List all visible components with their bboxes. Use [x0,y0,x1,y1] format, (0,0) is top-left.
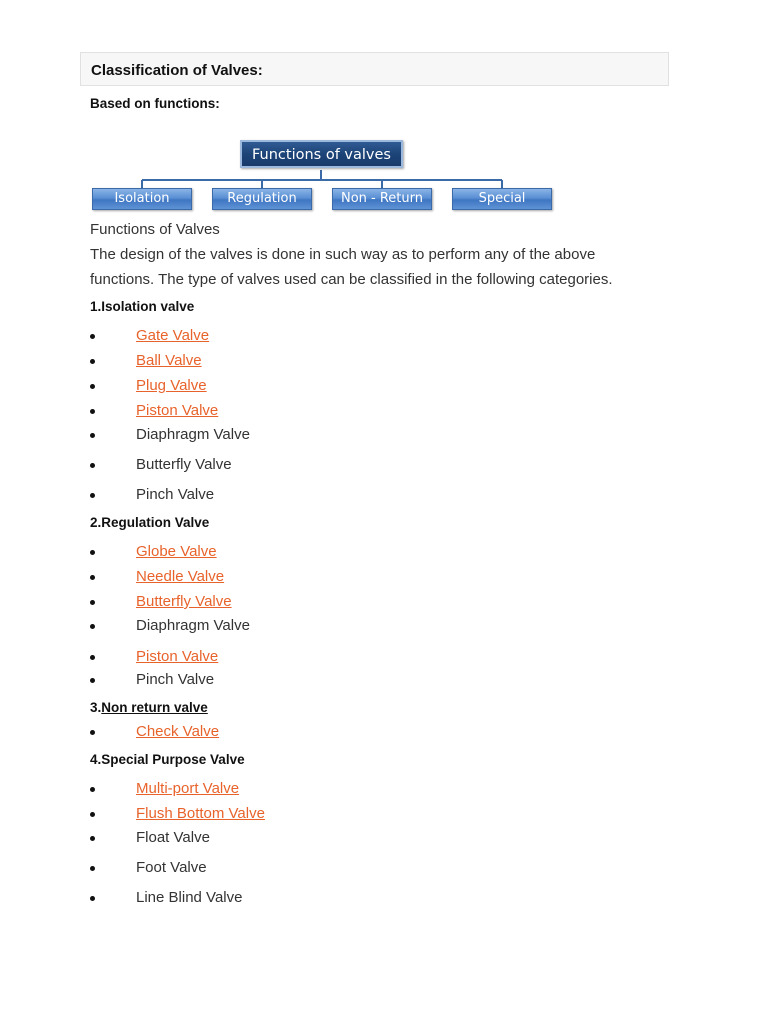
intro-paragraph-line-2: functions. The type of valves used can be classified in the following categories. [90,271,613,288]
bullet-icon [90,600,95,605]
list-item [90,542,490,564]
bullet-icon [90,433,95,438]
non-return-heading-text: Non return valve [101,700,208,715]
piston-valve-link[interactable]: Piston Valve [136,402,219,419]
non-return-heading [90,700,208,715]
list-item [90,592,490,614]
functions-diagram [88,136,558,214]
diagram-caption: Functions of Valves [90,221,220,238]
intro-paragraph-line-1: The design of the valves is done in such way as to perform any of the above [90,246,596,263]
bullet-icon [90,866,95,871]
bullet-icon [90,550,95,555]
butterfly-valve-text: Butterfly Valve [136,456,232,473]
bullet-icon [90,655,95,660]
regulation-heading: 2.Regulation Valve [90,515,210,530]
bullet-icon [90,493,95,498]
bullet-icon [90,812,95,817]
float-valve-text: Float Valve [136,829,210,846]
bullet-icon [90,409,95,414]
multi-port-valve-link[interactable]: Multi-port Valve [136,780,240,797]
list-item [90,670,490,692]
list-item [90,804,490,826]
gate-valve-link[interactable]: Gate Valve [136,327,210,344]
pinch-valve-text: Pinch Valve [136,486,215,503]
list-item [90,425,490,447]
list-item [90,351,490,373]
flush-bottom-valve-link[interactable]: Flush Bottom Valve [136,805,265,822]
list-item [90,722,490,744]
bullet-icon [90,787,95,792]
list-item [90,858,490,880]
list-item [90,455,490,477]
diaphragm-valve-text: Diaphragm Valve [136,617,250,634]
foot-valve-text: Foot Valve [136,859,207,876]
diagram-box-isolation: Isolation [92,188,192,210]
isolation-heading: 1.Isolation valve [90,299,195,314]
bullet-icon [90,384,95,389]
needle-valve-link[interactable]: Needle Valve [136,568,225,585]
bullet-icon [90,624,95,629]
list-item [90,485,490,507]
title-box [80,52,669,86]
diagram-box-non-return: Non - Return [332,188,432,210]
non-return-heading-number: 3. [90,700,102,715]
plug-valve-link[interactable]: Plug Valve [136,377,207,394]
list-item [90,828,490,850]
bullet-icon [90,836,95,841]
diagram-box-regulation: Regulation [212,188,312,210]
diagram-root-box: Functions of valves [240,140,403,168]
page-title: Classification of Valves: [91,62,263,79]
bullet-icon [90,359,95,364]
list-item [90,376,490,398]
line-blind-valve-text: Line Blind Valve [136,889,243,906]
ball-valve-link[interactable]: Ball Valve [136,352,202,369]
diaphragm-valve-text: Diaphragm Valve [136,426,250,443]
special-purpose-heading: 4.Special Purpose Valve [90,752,245,767]
bullet-icon [90,575,95,580]
globe-valve-link[interactable]: Globe Valve [136,543,217,560]
check-valve-link[interactable]: Check Valve [136,723,220,740]
bullet-icon [90,896,95,901]
list-item [90,888,490,910]
piston-valve-link[interactable]: Piston Valve [136,648,219,665]
based-on-heading: Based on functions: [90,96,220,111]
bullet-icon [90,730,95,735]
bullet-icon [90,334,95,339]
list-item [90,401,490,423]
list-item [90,616,490,638]
list-item [90,326,490,348]
list-item [90,779,490,801]
bullet-icon [90,463,95,468]
butterfly-valve-link[interactable]: Butterfly Valve [136,593,232,610]
bullet-icon [90,678,95,683]
pinch-valve-text: Pinch Valve [136,671,215,688]
diagram-box-special: Special [452,188,552,210]
list-item [90,647,490,669]
list-item [90,567,490,589]
